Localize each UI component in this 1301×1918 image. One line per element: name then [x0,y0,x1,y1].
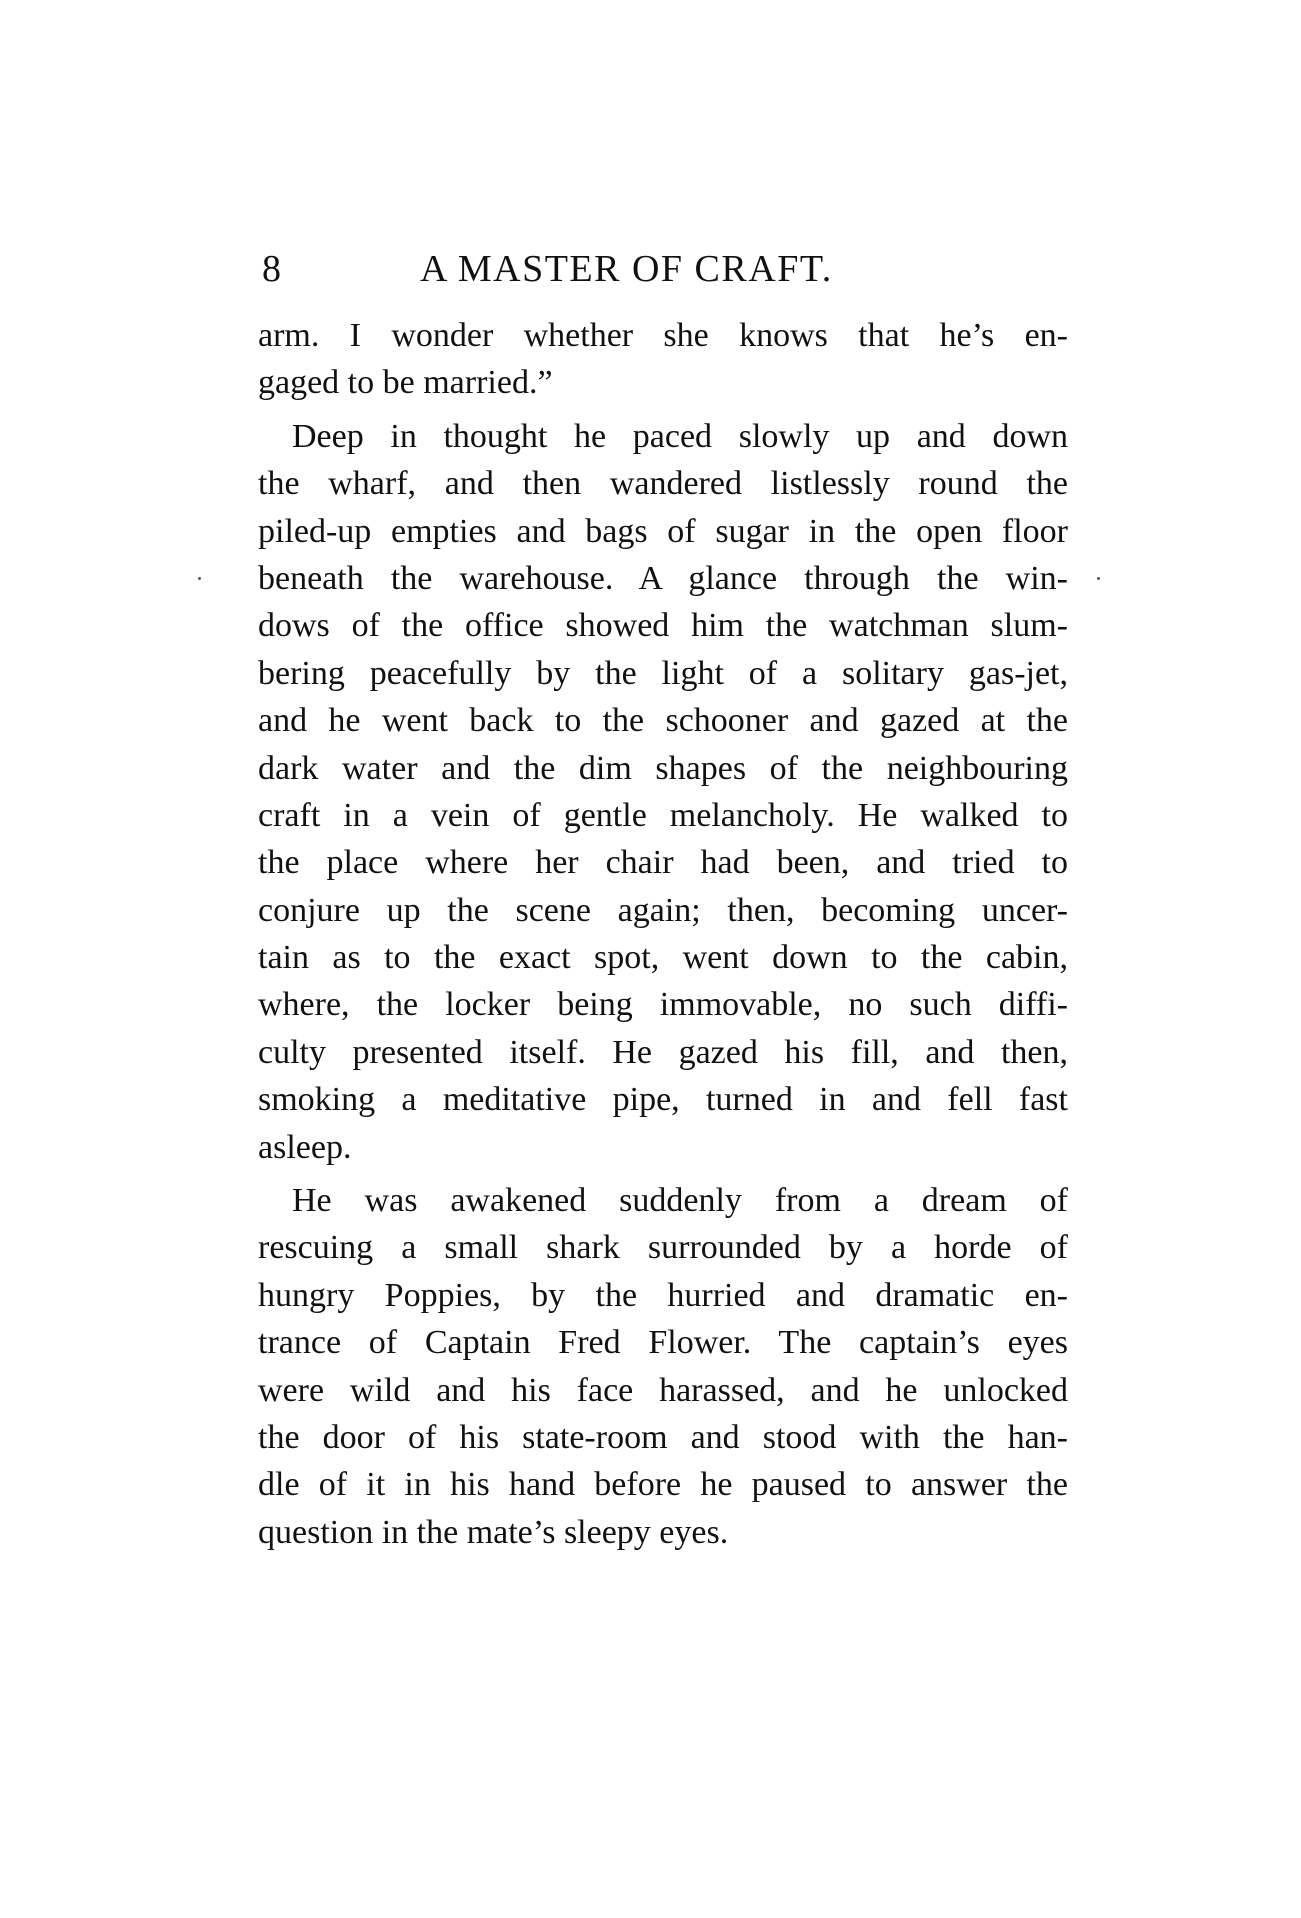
text-line: arm. I wonder whether she knows that he’s en- [258,317,1068,354]
text-line: smoking a meditative pipe, turned in and fell fast [258,1081,1068,1119]
print-speck [198,577,201,580]
text-line: dle of it in his hand before he paused to answer the [258,1466,1068,1504]
text-line: piled-up empties and bags of sugar in the open floor [258,512,1068,550]
text-line: asleep. [258,1128,352,1166]
text-line: He was awakened suddenly from a dream of [292,1182,1068,1220]
paragraph-1 [258,312,1068,407]
book-title: A MASTER OF CRAFT. [420,248,833,290]
text-line: culty presented itself. He gazed his fill, and then, [258,1033,1068,1071]
text-line: bering peacefully by the light of a solitary gas-jet, [258,654,1068,692]
text-line: where, the locker being immovable, no such diffi- [258,986,1068,1024]
text-line: gaged to be married.” [258,364,553,402]
text-line: the place where her chair had been, and tried to [258,844,1068,882]
text-line: Deep in thought he paced slowly up and down [292,417,1068,455]
text-line: the door of his state-room and stood with the han- [258,1418,1068,1456]
paragraph-2 [258,413,1068,1171]
text-line: tain as to the exact spot, went down to the cabin, [258,939,1068,977]
text-line: were wild and his face harassed, and he unlocked [258,1371,1068,1409]
text-line: and he went back to the schooner and gazed at the [258,702,1068,740]
body-text [258,312,1068,1556]
text-line: conjure up the scene again; then, becoming uncer- [258,891,1068,929]
paragraph-3 [258,1177,1068,1556]
page-number: 8 [262,248,281,290]
text-line: craft in a vein of gentle melancholy. He walked to [258,796,1068,834]
text-line: the wharf, and then wandered listlessly round the [258,465,1068,503]
print-speck [1097,577,1100,580]
text-line: trance of Captain Fred Flower. The captain’s eyes [258,1324,1068,1362]
text-line: dows of the office showed him the watchman slum- [258,607,1068,645]
text-line: dark water and the dim shapes of the neighbouring [258,749,1068,787]
text-line: question in the mate’s sleepy eyes. [258,1513,729,1551]
text-line: rescuing a small shark surrounded by a horde of [258,1229,1068,1267]
text-line: beneath the warehouse. A glance through the win- [258,559,1068,597]
running-head [262,244,1062,294]
text-line: hungry Poppies, by the hurried and dramatic en- [258,1276,1068,1314]
